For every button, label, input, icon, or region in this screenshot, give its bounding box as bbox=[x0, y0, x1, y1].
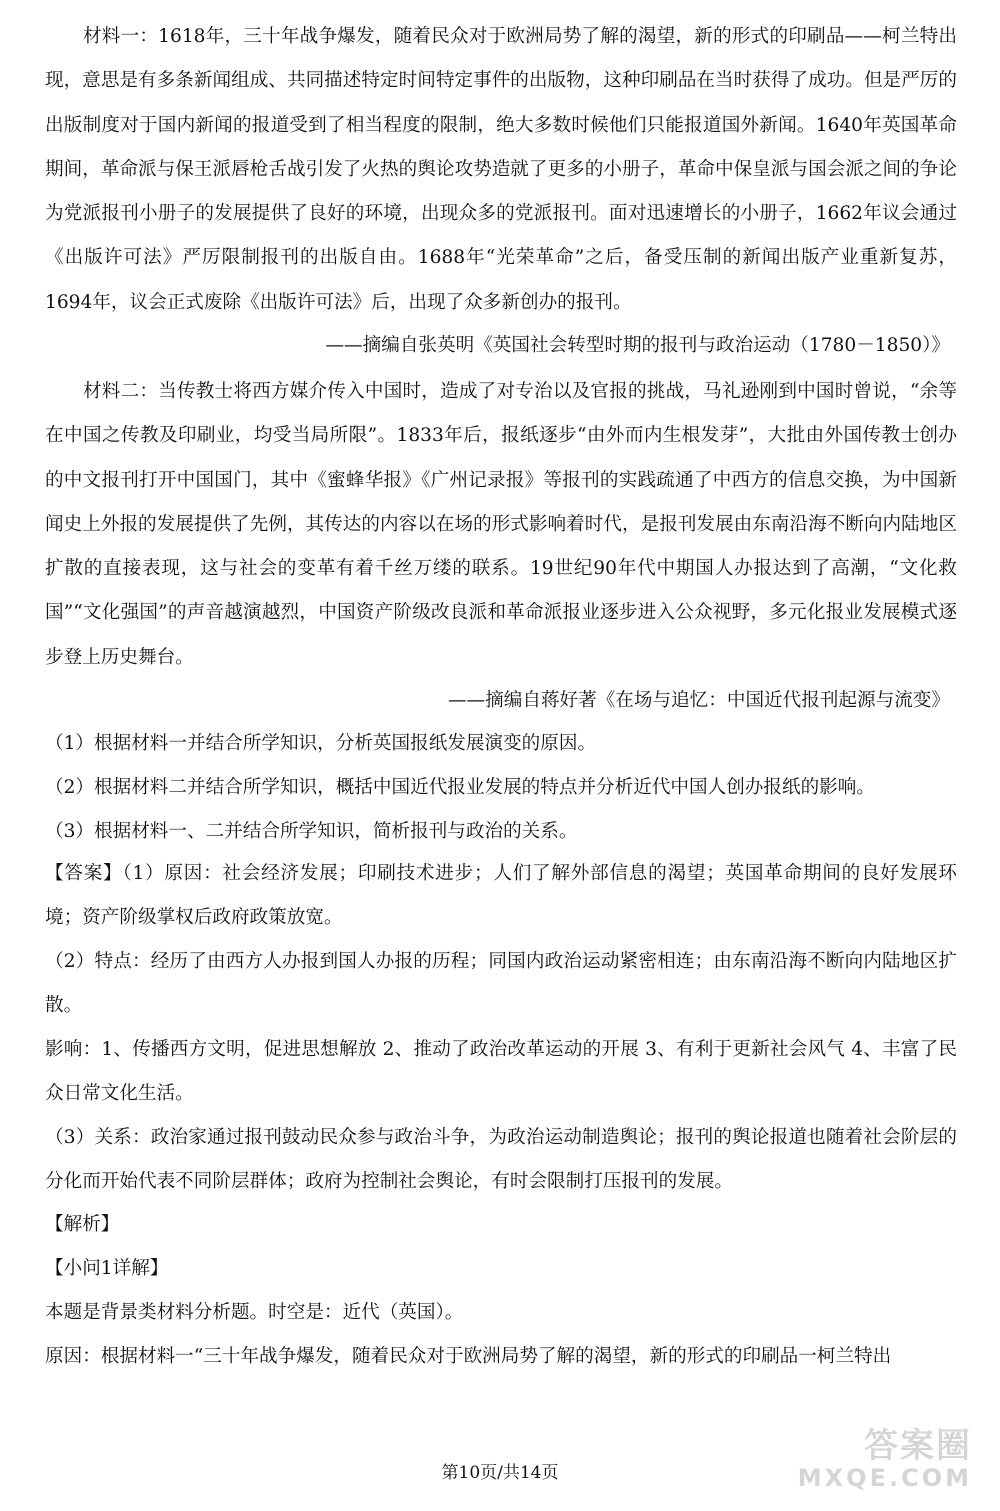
question-2: （2）根据材料二并结合所学知识，概括中国近代报业发展的特点并分析近代中国人创办报纸的影响。 bbox=[45, 777, 875, 798]
answer-1: 【答案】（1）原因：社会经济发展；印刷技术进步；人们了解外部信息的渴望；英国革命期间的良好发展环境；资产阶级掌权后政府政策放宽。 bbox=[45, 863, 957, 929]
watermark-bottom-text: MXQE.COM bbox=[797, 1464, 972, 1492]
analysis-line-1: 本题是背景类材料分析题。时空是：近代（英国）。 bbox=[45, 1302, 464, 1323]
material-two-source: ——摘编自蒋好著《在场与追忆：中国近代报刊起源与流变》 bbox=[447, 690, 950, 711]
page-number: 第10页/共14页 bbox=[441, 1463, 559, 1483]
material-one-source: ——摘编自张英明《英国社会转型时期的报刊与政治运动（1780－1850）》 bbox=[325, 335, 950, 356]
analysis-line-2: 原因：根据材料一“三十年战争爆发，随着民众对于欧洲局势了解的渴望，新的形式的印刷品一柯兰特出 bbox=[45, 1346, 892, 1367]
answer-3: （3）关系：政治家通过报刊鼓动民众参与政治斗争，为政治运动制造舆论；报刊的舆论报道也随着社会阶层的分化而开始代表不同阶层群体；政府为控制社会舆论，有时会限制打压报刊的发展。 bbox=[45, 1127, 957, 1193]
question-1: （1）根据材料一并结合所学知识，分析英国报纸发展演变的原因。 bbox=[45, 733, 597, 754]
analysis-sub-heading: 【小问1详解】 bbox=[45, 1258, 169, 1279]
material-two-text: 材料二：当传教士将西方媒介传入中国时，造成了对专治以及官报的挑战，马礼逊刚到中国时曾说，“余等在中国之传教及印刷业，均受当局所限”。1833年后，报纸逐步“由外而内生根发芽”，大批由外国传教士创办的中文报刊打开中国国门，其中《蜜蜂华报》《广州记录报》等报刊的实践疏通了中西方的信息交换，为中国新闻史上外报的发展提供了先例，其传达的内容以在场的形式影响着时代，是报刊发展由东南沿海不断向内陆地区扩散的直接表现，这与社会的变革有着千丝万缕的联系。19世纪90年代中期国人办报达到了高潮，“文化救国”“文化强国”的声音越演越烈，中国资产阶级改良派和革命派报业逐步进入公众视野，多元化报业发展模式逐步登上历史舞台。 bbox=[45, 381, 957, 668]
question-3: （3）根据材料一、二并结合所学知识，简析报刊与政治的关系。 bbox=[45, 821, 578, 842]
watermark-logo bbox=[797, 1418, 980, 1498]
analysis-heading: 【解析】 bbox=[45, 1214, 120, 1235]
answer-2-impact: 影响：1、传播西方文明，促进思想解放 2、推动了政治改革运动的开展 3、有利于更新社会风气 4、丰富了民众日常文化生活。 bbox=[45, 1039, 957, 1105]
watermark-top-text: 答案圈 bbox=[864, 1426, 972, 1466]
material-one-text: 材料一：1618年，三十年战争爆发，随着民众对于欧洲局势了解的渴望，新的形式的印刷品——柯兰特出现，意思是有多条新闻组成、共同描述特定时间特定事件的出版物，这种印刷品在当时获得了成功。但是严厉的出版制度对于国内新闻的报道受到了相当程度的限制，绝大多数时候他们只能报道国外新闻。1640年英国革命期间，革命派与保王派唇枪舌战引发了火热的舆论攻势造就了更多的小册子，革命中保皇派与国会派之间的争论为党派报刊小册子的发展提供了良好的环境，出现众多的党派报刊。面对迅速增长的小册子，1662年议会通过《出版许可法》严厉限制报刊的出版自由。1688年“光荣革命”之后，备受压制的新闻出版产业重新复苏，1694年，议会正式废除《出版许可法》后，出现了众多新创办的报刊。 bbox=[45, 26, 957, 313]
answer-2: （2）特点：经历了由西方人办报到国人办报的历程；同国内政治运动紧密相连；由东南沿海不断向内陆地区扩散。 bbox=[45, 951, 957, 1017]
